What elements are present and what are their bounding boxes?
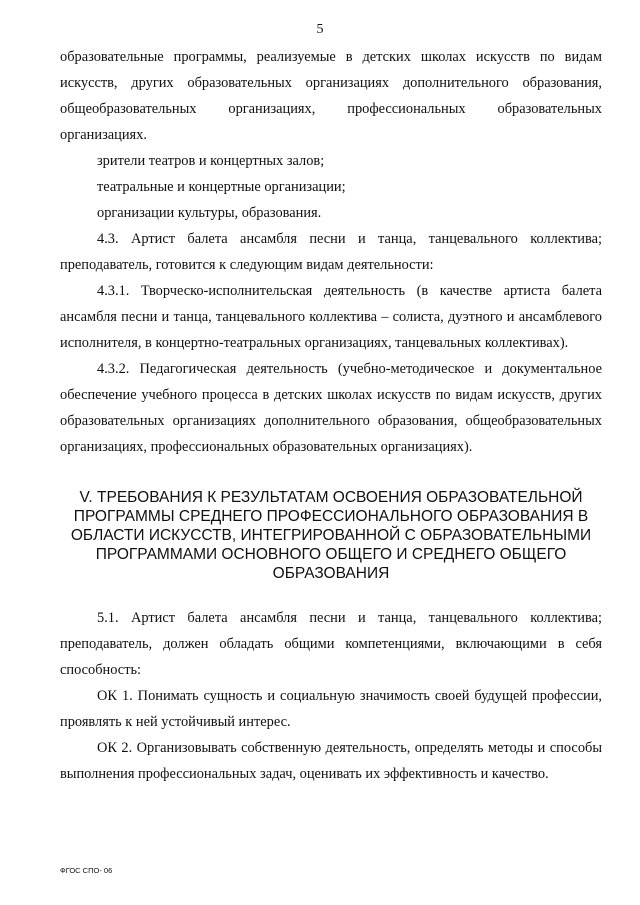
list-item-spectators: зрители театров и концертных залов;	[97, 153, 325, 169]
paragraph-4-3: 4.3. Артист балета ансамбля песни и танца, танцевального коллектива; преподаватель, готовится к следующим видам деятельности:	[60, 231, 602, 273]
footer-code: ФГОС СПО- 06	[60, 866, 113, 875]
paragraph-4-3-1: 4.3.1. Творческо-исполнительская деятельность (в качестве артиста балета ансамбля песни и танца, танцевального коллектива – солиста, дуэтного и ансамблевого исполнителя, в концертно-театральных организациях, танцевальных коллективах).	[60, 283, 602, 351]
section-heading: V. ТРЕБОВАНИЯ К РЕЗУЛЬТАТАМ ОСВОЕНИЯ ОБРАЗОВАТЕЛЬНОЙ ПРОГРАММЫ СРЕДНЕГО ПРОФЕССИОНАЛЬНОГО ОБРАЗОВАНИЯ В ОБЛАСТИ ИСКУССТВ, ИНТЕГРИРОВАННОЙ С ОБРАЗОВАТЕЛЬНЫМИ ПРОГРАММАМИ ОСНОВНОГО ОБЩЕГО И СРЕДНЕГО ОБЩЕГО ОБРАЗОВАНИЯ	[70, 489, 592, 582]
list-item-culture-orgs: организации культуры, образования.	[97, 205, 322, 221]
paragraph-ok-2: ОК 2. Организовывать собственную деятельность, определять методы и способы выполнения профессиональных задач, оценивать их эффективность и качество.	[60, 740, 602, 782]
paragraph-5-1: 5.1. Артист балета ансамбля песни и танца, танцевального коллектива; преподаватель, должен обладать общими компетенциями, включающими в себя способность:	[60, 610, 602, 678]
paragraph-4-3-2: 4.3.2. Педагогическая деятельность (учебно-методическое и документальное обеспечение учебного процесса в детских школах искусств по видам искусств, других образовательных организациях дополнительного образования, общеобразовательных организациях, профессиональных образовательных организациях).	[60, 361, 602, 455]
page-number: 5	[316, 22, 324, 37]
paragraph-ok-1: ОК 1. Понимать сущность и социальную значимость своей будущей профессии, проявлять к ней устойчивый интерес.	[60, 688, 602, 730]
document-body	[60, 44, 602, 787]
paragraph-target-orgs: образовательные программы, реализуемые в детских школах искусств по видам искусств, других образовательных организациях дополнительного образования, общеобразовательных организациях, профессиональных образовательных организациях.	[60, 49, 602, 143]
list-item-theatre-orgs: театральные и концертные организации;	[97, 179, 346, 195]
